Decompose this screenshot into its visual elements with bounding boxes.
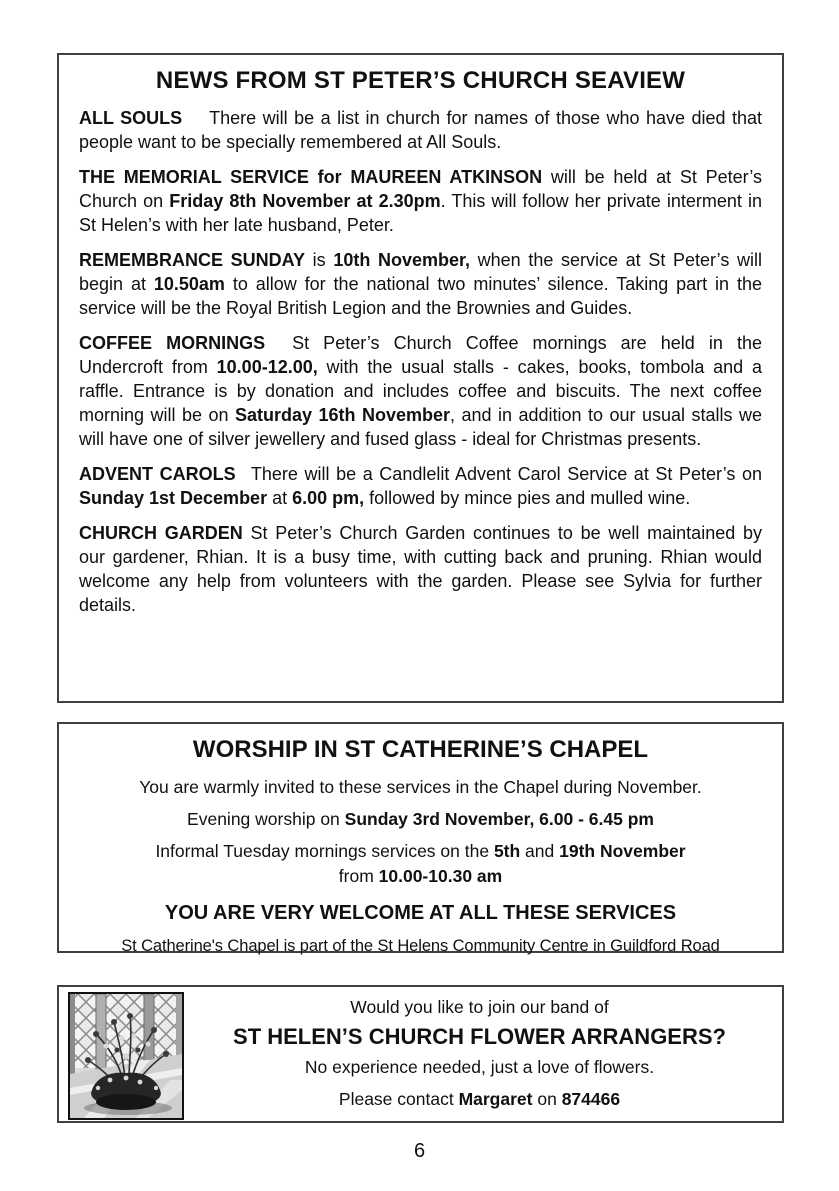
bold-run: Sunday 3rd November, 6.00 - 6.45 pm xyxy=(344,809,654,829)
worship-title: WORSHIP IN ST CATHERINE’S CHAPEL xyxy=(192,736,649,763)
bold-run: Saturday 16th November xyxy=(234,405,451,425)
worship-footer-line: St Catherine's Chapel is part of the St Helens Community Centre in Guildford Road xyxy=(121,937,720,955)
news-paragraph-church-garden xyxy=(79,521,762,617)
flower-arrangement-photo xyxy=(68,992,184,1120)
news-title: NEWS FROM ST PETER’S CHURCH SEAVIEW xyxy=(155,67,686,94)
bold-run: Friday 8th November at 2.30pm xyxy=(169,191,441,211)
news-paragraph-all-souls xyxy=(79,106,762,154)
bold-run: CHURCH GARDEN xyxy=(79,523,243,543)
news-paragraph-coffee-mornings xyxy=(79,331,762,451)
text-run: . This will follow her private interment in St Helen’s with her late husband, Peter. xyxy=(79,191,762,235)
worship-time-line xyxy=(77,865,764,887)
bold-run: 874466 xyxy=(561,1089,621,1109)
text-run: There will be a Candlelit Advent Carol Service at St Peter’s on xyxy=(235,464,762,484)
bold-run: 6.00 pm, xyxy=(292,488,365,508)
worship-invitation-line xyxy=(77,776,764,798)
bold-run: THE MEMORIAL SERVICE for MAUREEN ATKINSON xyxy=(79,167,543,187)
bold-run: 10.00-12.00, xyxy=(216,357,318,377)
news-box xyxy=(57,53,784,703)
text-run: Informal Tuesday mornings services on the xyxy=(155,841,494,861)
text-run: St Peter’s Church Coffee mornings are held in the Undercroft from xyxy=(79,333,762,377)
bold-run: ALL SOULS xyxy=(79,108,183,128)
page-number: 6 xyxy=(413,1140,426,1162)
text-run: on xyxy=(532,1089,562,1109)
news-paragraph-advent-carols xyxy=(79,462,762,510)
text-run: St Peter’s Church Garden continues to be well maintained by our gardener, Rhian. It is a busy time, with cutting back and pruning. Rhian would welcome any help from volunteers with the garden. Please see Sylvia for further details. xyxy=(79,523,763,615)
text-run: and xyxy=(520,841,560,861)
bold-run: 5th xyxy=(493,841,521,861)
bold-run: 10.50am xyxy=(153,274,225,294)
worship-welcome-line: YOU ARE VERY WELCOME AT ALL THESE SERVICES xyxy=(164,902,677,924)
text-run: Evening worship on xyxy=(187,809,345,829)
flower-arrangers-box xyxy=(57,985,784,1123)
text-run: Please contact xyxy=(338,1089,459,1109)
flower-text-block xyxy=(183,989,776,1110)
text-run: You are warmly invited to these services in the Chapel during November. xyxy=(139,777,702,797)
worship-box xyxy=(57,722,784,953)
bold-run: COFFEE MORNINGS xyxy=(79,333,266,353)
news-paragraph-remembrance-sunday xyxy=(79,248,762,320)
bold-run: ADVENT CAROLS xyxy=(79,464,236,484)
bold-run: REMEMBRANCE SUNDAY xyxy=(79,250,306,270)
text-run: at xyxy=(267,488,293,508)
bold-run: Margaret xyxy=(458,1089,533,1109)
flower-contact-line xyxy=(183,1088,776,1110)
text-run: is xyxy=(305,250,334,270)
worship-evening-line xyxy=(77,808,764,830)
bold-run: Sunday 1st December xyxy=(79,488,268,508)
text-run: There will be a list in church for names of those who have died that people want to be specially remembered at All Souls. xyxy=(79,108,762,152)
text-run: from xyxy=(338,866,379,886)
text-run: with the usual stalls - cakes, books, tombola and a raffle. Entrance is by donation and includes coffee and biscuits. The next coffee morning will be on xyxy=(79,357,762,425)
news-paragraph-memorial-service xyxy=(79,165,762,237)
flower-intro-line: Would you like to join our band of xyxy=(350,997,609,1017)
flower-note-line: No experience needed, just a love of flowers. xyxy=(304,1057,655,1077)
text-run: will be held at St Peter’s Church on xyxy=(79,167,763,211)
text-run: followed by mince pies and mulled wine. xyxy=(364,488,691,508)
flower-title: ST HELEN’S CHURCH FLOWER ARRANGERS? xyxy=(233,1024,726,1049)
bold-run: 19th November xyxy=(559,841,686,861)
text-run: when the service at St Peter’s will begin at xyxy=(79,250,762,294)
worship-tuesday-line xyxy=(77,840,764,862)
text-run: , and in addition to our usual stalls we will have one of silver jewellery and fused glass - ideal for Christmas presents. xyxy=(79,405,763,449)
bold-run: 10th November, xyxy=(333,250,471,270)
bold-run: 10.00-10.30 am xyxy=(378,866,503,886)
text-run: to allow for the national two minutes’ silence. Taking part in the service will be the Royal British Legion and the Brownies and Guides. xyxy=(79,274,762,318)
flower-arrangement-photo-art xyxy=(70,994,182,1118)
